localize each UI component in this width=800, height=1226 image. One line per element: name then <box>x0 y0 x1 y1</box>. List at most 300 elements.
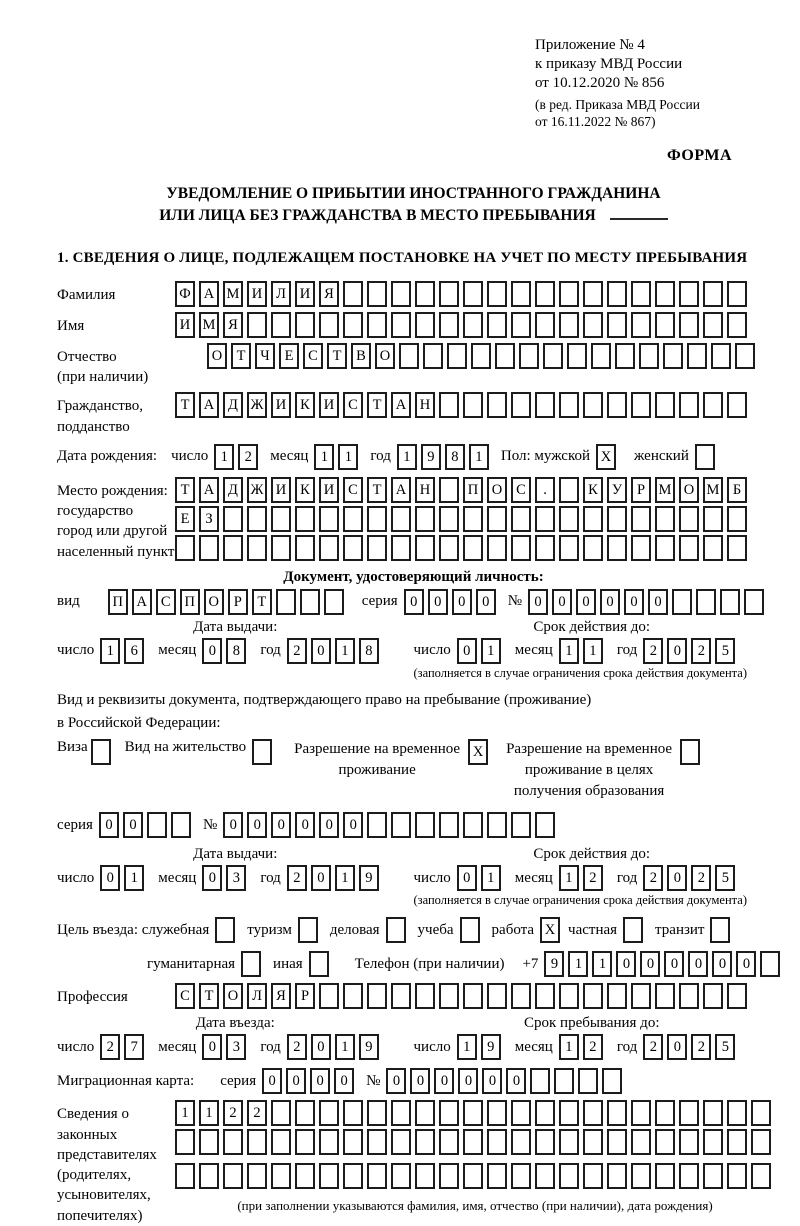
char-cell[interactable] <box>631 281 651 307</box>
id-valid-day-cells[interactable] <box>457 638 505 664</box>
char-cell[interactable]: М <box>199 312 219 338</box>
char-cell[interactable]: 0 <box>311 638 331 664</box>
char-cell[interactable] <box>567 343 587 369</box>
char-cell[interactable] <box>295 312 315 338</box>
char-cell[interactable]: 2 <box>238 444 258 470</box>
char-cell[interactable] <box>271 1100 291 1126</box>
char-cell[interactable] <box>439 1163 459 1189</box>
char-cell[interactable]: 0 <box>506 1068 526 1094</box>
char-cell[interactable] <box>543 343 563 369</box>
char-cell[interactable]: С <box>303 343 323 369</box>
purpose-official-checkbox[interactable] <box>215 917 239 943</box>
char-cell[interactable] <box>631 392 651 418</box>
char-cell[interactable]: 0 <box>410 1068 430 1094</box>
char-cell[interactable]: 5 <box>715 1034 735 1060</box>
char-cell[interactable] <box>727 312 747 338</box>
char-cell[interactable] <box>703 1163 723 1189</box>
char-cell[interactable]: 1 <box>335 865 355 891</box>
res-number-cells[interactable] <box>223 812 559 838</box>
char-cell[interactable] <box>703 506 723 532</box>
char-cell[interactable] <box>535 535 555 561</box>
char-cell[interactable]: И <box>247 281 267 307</box>
char-cell[interactable]: 1 <box>124 865 144 891</box>
purpose-humanitarian-checkbox[interactable] <box>241 951 265 977</box>
char-cell[interactable]: 2 <box>223 1100 243 1126</box>
char-cell[interactable] <box>415 506 435 532</box>
char-cell[interactable] <box>703 392 723 418</box>
char-cell[interactable]: Е <box>175 506 195 532</box>
char-cell[interactable] <box>439 812 459 838</box>
char-cell[interactable]: Н <box>415 392 435 418</box>
purpose-tourism-checkbox[interactable] <box>298 917 322 943</box>
char-cell[interactable] <box>727 1129 747 1155</box>
char-cell[interactable] <box>439 1129 459 1155</box>
id-valid-month-cells[interactable] <box>559 638 607 664</box>
char-cell[interactable]: А <box>199 477 219 503</box>
char-cell[interactable]: 0 <box>640 951 660 977</box>
char-cell[interactable] <box>487 506 507 532</box>
char-cell[interactable] <box>655 1163 675 1189</box>
entry-day-cells[interactable] <box>100 1034 148 1060</box>
char-cell[interactable] <box>615 343 635 369</box>
char-cell[interactable] <box>535 812 555 838</box>
char-cell[interactable] <box>511 312 531 338</box>
char-cell[interactable]: 1 <box>397 444 417 470</box>
char-cell[interactable] <box>487 535 507 561</box>
doc-series-cells[interactable] <box>404 589 500 615</box>
char-cell[interactable] <box>367 312 387 338</box>
birth-place-row1-cells[interactable] <box>175 477 751 503</box>
char-cell[interactable] <box>711 343 731 369</box>
char-cell[interactable] <box>631 1100 651 1126</box>
char-cell[interactable] <box>271 506 291 532</box>
char-cell[interactable] <box>343 535 363 561</box>
char-cell[interactable] <box>655 1129 675 1155</box>
char-cell[interactable]: Т <box>231 343 251 369</box>
char-cell[interactable] <box>511 392 531 418</box>
char-cell[interactable]: С <box>343 477 363 503</box>
char-cell[interactable]: 0 <box>664 951 684 977</box>
char-cell[interactable] <box>559 983 579 1009</box>
char-cell[interactable] <box>559 535 579 561</box>
char-cell[interactable]: 2 <box>691 638 711 664</box>
char-cell[interactable] <box>535 1129 555 1155</box>
char-cell[interactable] <box>343 1163 363 1189</box>
char-cell[interactable]: 1 <box>175 1100 195 1126</box>
char-cell[interactable]: 8 <box>226 638 246 664</box>
char-cell[interactable]: П <box>463 477 483 503</box>
char-cell[interactable]: А <box>199 392 219 418</box>
char-cell[interactable] <box>751 1163 771 1189</box>
char-cell[interactable] <box>460 917 480 943</box>
char-cell[interactable]: П <box>180 589 200 615</box>
char-cell[interactable]: О <box>223 983 243 1009</box>
char-cell[interactable] <box>727 281 747 307</box>
char-cell[interactable] <box>415 535 435 561</box>
char-cell[interactable] <box>710 917 730 943</box>
char-cell[interactable] <box>324 589 344 615</box>
char-cell[interactable] <box>583 983 603 1009</box>
char-cell[interactable] <box>271 1129 291 1155</box>
char-cell[interactable] <box>247 535 267 561</box>
char-cell[interactable] <box>415 1100 435 1126</box>
char-cell[interactable] <box>631 535 651 561</box>
char-cell[interactable] <box>367 1100 387 1126</box>
char-cell[interactable]: И <box>175 312 195 338</box>
char-cell[interactable] <box>175 535 195 561</box>
char-cell[interactable]: 0 <box>386 1068 406 1094</box>
char-cell[interactable] <box>639 343 659 369</box>
char-cell[interactable]: Ч <box>255 343 275 369</box>
char-cell[interactable]: К <box>295 392 315 418</box>
char-cell[interactable]: 2 <box>583 1034 603 1060</box>
entry-year-cells[interactable] <box>287 1034 383 1060</box>
char-cell[interactable]: 0 <box>319 812 339 838</box>
char-cell[interactable] <box>247 312 267 338</box>
char-cell[interactable]: 0 <box>476 589 496 615</box>
char-cell[interactable]: Р <box>295 983 315 1009</box>
char-cell[interactable] <box>695 444 715 470</box>
char-cell[interactable] <box>391 312 411 338</box>
char-cell[interactable] <box>583 1100 603 1126</box>
char-cell[interactable] <box>391 1163 411 1189</box>
char-cell[interactable]: 0 <box>99 812 119 838</box>
char-cell[interactable] <box>530 1068 550 1094</box>
char-cell[interactable] <box>463 312 483 338</box>
char-cell[interactable]: 2 <box>643 865 663 891</box>
doc-type-cells[interactable] <box>108 589 348 615</box>
res-issue-year-cells[interactable] <box>287 865 383 891</box>
char-cell[interactable]: 1 <box>457 1034 477 1060</box>
char-cell[interactable] <box>223 1129 243 1155</box>
char-cell[interactable]: 0 <box>404 589 424 615</box>
char-cell[interactable]: Л <box>247 983 267 1009</box>
char-cell[interactable]: 0 <box>648 589 668 615</box>
char-cell[interactable]: А <box>391 477 411 503</box>
char-cell[interactable] <box>415 1129 435 1155</box>
temp-residence-checkbox[interactable] <box>468 739 492 765</box>
char-cell[interactable] <box>655 392 675 418</box>
char-cell[interactable]: 0 <box>667 1034 687 1060</box>
char-cell[interactable]: 1 <box>314 444 334 470</box>
char-cell[interactable] <box>391 535 411 561</box>
char-cell[interactable] <box>679 1129 699 1155</box>
char-cell[interactable] <box>295 535 315 561</box>
char-cell[interactable] <box>463 983 483 1009</box>
char-cell[interactable] <box>391 1129 411 1155</box>
char-cell[interactable]: 2 <box>287 638 307 664</box>
char-cell[interactable] <box>535 506 555 532</box>
representatives-row3-cells[interactable] <box>175 1163 775 1189</box>
char-cell[interactable] <box>607 392 627 418</box>
char-cell[interactable]: 0 <box>712 951 732 977</box>
char-cell[interactable] <box>319 1163 339 1189</box>
char-cell[interactable]: 1 <box>335 1034 355 1060</box>
char-cell[interactable] <box>447 343 467 369</box>
char-cell[interactable]: 1 <box>559 638 579 664</box>
char-cell[interactable]: Л <box>271 281 291 307</box>
entry-month-cells[interactable] <box>202 1034 250 1060</box>
char-cell[interactable]: Р <box>228 589 248 615</box>
char-cell[interactable]: 0 <box>616 951 636 977</box>
char-cell[interactable] <box>511 1129 531 1155</box>
char-cell[interactable]: И <box>295 281 315 307</box>
char-cell[interactable]: Т <box>367 477 387 503</box>
char-cell[interactable]: С <box>156 589 176 615</box>
char-cell[interactable] <box>171 812 191 838</box>
char-cell[interactable] <box>535 1100 555 1126</box>
char-cell[interactable] <box>703 983 723 1009</box>
char-cell[interactable]: 1 <box>469 444 489 470</box>
representatives-row1-cells[interactable] <box>175 1100 775 1126</box>
char-cell[interactable] <box>727 392 747 418</box>
char-cell[interactable]: 2 <box>643 638 663 664</box>
char-cell[interactable]: 0 <box>434 1068 454 1094</box>
birth-place-row2-cells[interactable] <box>175 506 751 532</box>
char-cell[interactable] <box>727 506 747 532</box>
representatives-row2-cells[interactable] <box>175 1129 775 1155</box>
residence-permit-checkbox[interactable] <box>252 739 276 765</box>
char-cell[interactable] <box>439 281 459 307</box>
char-cell[interactable] <box>309 951 329 977</box>
char-cell[interactable] <box>247 506 267 532</box>
char-cell[interactable] <box>386 917 406 943</box>
char-cell[interactable]: А <box>132 589 152 615</box>
char-cell[interactable] <box>199 1163 219 1189</box>
char-cell[interactable]: 1 <box>559 1034 579 1060</box>
char-cell[interactable]: 0 <box>576 589 596 615</box>
char-cell[interactable] <box>463 281 483 307</box>
char-cell[interactable] <box>607 1163 627 1189</box>
char-cell[interactable]: 0 <box>552 589 572 615</box>
char-cell[interactable] <box>583 392 603 418</box>
char-cell[interactable]: М <box>655 477 675 503</box>
birth-place-row3-cells[interactable] <box>175 535 751 561</box>
char-cell[interactable]: 9 <box>544 951 564 977</box>
char-cell[interactable]: Ф <box>175 281 195 307</box>
char-cell[interactable] <box>367 535 387 561</box>
char-cell[interactable]: О <box>487 477 507 503</box>
char-cell[interactable] <box>199 535 219 561</box>
char-cell[interactable]: 0 <box>428 589 448 615</box>
char-cell[interactable]: Ж <box>247 392 267 418</box>
char-cell[interactable]: Т <box>175 477 195 503</box>
sex-male-checkbox[interactable] <box>596 444 620 470</box>
char-cell[interactable] <box>295 1129 315 1155</box>
char-cell[interactable]: 3 <box>226 1034 246 1060</box>
char-cell[interactable] <box>607 1100 627 1126</box>
char-cell[interactable] <box>672 589 692 615</box>
char-cell[interactable] <box>631 983 651 1009</box>
char-cell[interactable]: 0 <box>123 812 143 838</box>
char-cell[interactable] <box>487 983 507 1009</box>
char-cell[interactable]: 0 <box>600 589 620 615</box>
temp-residence-edu-option[interactable]: Разрешение на временное проживание в целях получения образования <box>506 739 704 802</box>
char-cell[interactable]: Е <box>279 343 299 369</box>
char-cell[interactable]: 0 <box>100 865 120 891</box>
char-cell[interactable] <box>319 1129 339 1155</box>
char-cell[interactable] <box>511 506 531 532</box>
char-cell[interactable]: К <box>583 477 603 503</box>
char-cell[interactable]: Т <box>175 392 195 418</box>
char-cell[interactable] <box>559 281 579 307</box>
char-cell[interactable] <box>439 312 459 338</box>
char-cell[interactable] <box>559 1163 579 1189</box>
char-cell[interactable] <box>623 917 643 943</box>
char-cell[interactable] <box>679 1100 699 1126</box>
char-cell[interactable] <box>367 812 387 838</box>
char-cell[interactable]: 0 <box>736 951 756 977</box>
char-cell[interactable] <box>319 983 339 1009</box>
char-cell[interactable] <box>276 589 296 615</box>
char-cell[interactable]: И <box>271 392 291 418</box>
char-cell[interactable] <box>727 535 747 561</box>
char-cell[interactable] <box>295 1163 315 1189</box>
char-cell[interactable] <box>319 312 339 338</box>
char-cell[interactable] <box>415 812 435 838</box>
char-cell[interactable] <box>175 1129 195 1155</box>
char-cell[interactable] <box>655 983 675 1009</box>
char-cell[interactable]: С <box>343 392 363 418</box>
char-cell[interactable] <box>511 281 531 307</box>
char-cell[interactable]: 9 <box>359 865 379 891</box>
char-cell[interactable] <box>559 312 579 338</box>
char-cell[interactable]: X <box>596 444 616 470</box>
char-cell[interactable] <box>367 983 387 1009</box>
char-cell[interactable] <box>680 739 700 765</box>
char-cell[interactable] <box>487 281 507 307</box>
char-cell[interactable]: 1 <box>199 1100 219 1126</box>
char-cell[interactable]: О <box>375 343 395 369</box>
char-cell[interactable] <box>247 1129 267 1155</box>
char-cell[interactable]: Т <box>327 343 347 369</box>
char-cell[interactable] <box>655 312 675 338</box>
char-cell[interactable] <box>760 951 780 977</box>
char-cell[interactable] <box>703 1129 723 1155</box>
char-cell[interactable] <box>463 1163 483 1189</box>
char-cell[interactable] <box>463 812 483 838</box>
char-cell[interactable]: 1 <box>335 638 355 664</box>
char-cell[interactable] <box>535 1163 555 1189</box>
res-series-cells[interactable] <box>99 812 195 838</box>
char-cell[interactable]: 0 <box>482 1068 502 1094</box>
profession-cells[interactable] <box>175 983 751 1009</box>
char-cell[interactable] <box>720 589 740 615</box>
id-valid-year-cells[interactable] <box>643 638 739 664</box>
char-cell[interactable] <box>607 1129 627 1155</box>
char-cell[interactable]: Я <box>271 983 291 1009</box>
char-cell[interactable]: С <box>175 983 195 1009</box>
char-cell[interactable]: О <box>204 589 224 615</box>
char-cell[interactable] <box>679 312 699 338</box>
char-cell[interactable]: 0 <box>667 638 687 664</box>
char-cell[interactable]: 0 <box>452 589 472 615</box>
char-cell[interactable] <box>439 1100 459 1126</box>
char-cell[interactable]: 0 <box>262 1068 282 1094</box>
purpose-business-checkbox[interactable] <box>386 917 410 943</box>
char-cell[interactable] <box>631 506 651 532</box>
char-cell[interactable] <box>343 1129 363 1155</box>
char-cell[interactable] <box>319 506 339 532</box>
char-cell[interactable] <box>583 1163 603 1189</box>
char-cell[interactable]: 0 <box>457 865 477 891</box>
char-cell[interactable] <box>415 983 435 1009</box>
char-cell[interactable] <box>487 312 507 338</box>
char-cell[interactable]: А <box>199 281 219 307</box>
char-cell[interactable]: 0 <box>271 812 291 838</box>
char-cell[interactable] <box>439 983 459 1009</box>
char-cell[interactable] <box>199 1129 219 1155</box>
char-cell[interactable] <box>439 477 459 503</box>
char-cell[interactable] <box>727 983 747 1009</box>
char-cell[interactable] <box>391 812 411 838</box>
char-cell[interactable] <box>583 281 603 307</box>
char-cell[interactable] <box>215 917 235 943</box>
char-cell[interactable] <box>559 477 579 503</box>
char-cell[interactable] <box>559 1129 579 1155</box>
char-cell[interactable]: 1 <box>583 638 603 664</box>
char-cell[interactable]: Я <box>319 281 339 307</box>
char-cell[interactable] <box>687 343 707 369</box>
char-cell[interactable] <box>463 535 483 561</box>
char-cell[interactable] <box>679 983 699 1009</box>
birth-year-cells[interactable] <box>397 444 493 470</box>
char-cell[interactable]: Д <box>223 477 243 503</box>
id-issue-year-cells[interactable] <box>287 638 383 664</box>
char-cell[interactable] <box>423 343 443 369</box>
id-issue-day-cells[interactable] <box>100 638 148 664</box>
char-cell[interactable] <box>367 281 387 307</box>
char-cell[interactable] <box>703 535 723 561</box>
char-cell[interactable] <box>439 535 459 561</box>
char-cell[interactable] <box>631 1129 651 1155</box>
char-cell[interactable] <box>511 1163 531 1189</box>
char-cell[interactable] <box>399 343 419 369</box>
char-cell[interactable] <box>367 506 387 532</box>
char-cell[interactable] <box>607 506 627 532</box>
stay-month-cells[interactable] <box>559 1034 607 1060</box>
char-cell[interactable] <box>679 1163 699 1189</box>
char-cell[interactable] <box>463 392 483 418</box>
char-cell[interactable]: 0 <box>202 865 222 891</box>
char-cell[interactable]: 0 <box>334 1068 354 1094</box>
char-cell[interactable] <box>511 983 531 1009</box>
char-cell[interactable] <box>583 1129 603 1155</box>
char-cell[interactable]: 5 <box>715 638 735 664</box>
char-cell[interactable]: Д <box>223 392 243 418</box>
char-cell[interactable] <box>655 535 675 561</box>
char-cell[interactable] <box>535 281 555 307</box>
char-cell[interactable]: 2 <box>287 1034 307 1060</box>
char-cell[interactable]: X <box>540 917 560 943</box>
char-cell[interactable] <box>631 312 651 338</box>
char-cell[interactable]: К <box>295 477 315 503</box>
char-cell[interactable] <box>271 312 291 338</box>
char-cell[interactable] <box>744 589 764 615</box>
char-cell[interactable] <box>439 506 459 532</box>
char-cell[interactable]: 2 <box>583 865 603 891</box>
char-cell[interactable]: 3 <box>226 865 246 891</box>
char-cell[interactable]: 2 <box>287 865 307 891</box>
char-cell[interactable] <box>679 506 699 532</box>
char-cell[interactable]: 0 <box>688 951 708 977</box>
char-cell[interactable] <box>559 392 579 418</box>
phone-cells[interactable] <box>544 951 784 977</box>
char-cell[interactable] <box>511 535 531 561</box>
char-cell[interactable] <box>703 281 723 307</box>
char-cell[interactable] <box>727 1100 747 1126</box>
char-cell[interactable] <box>471 343 491 369</box>
